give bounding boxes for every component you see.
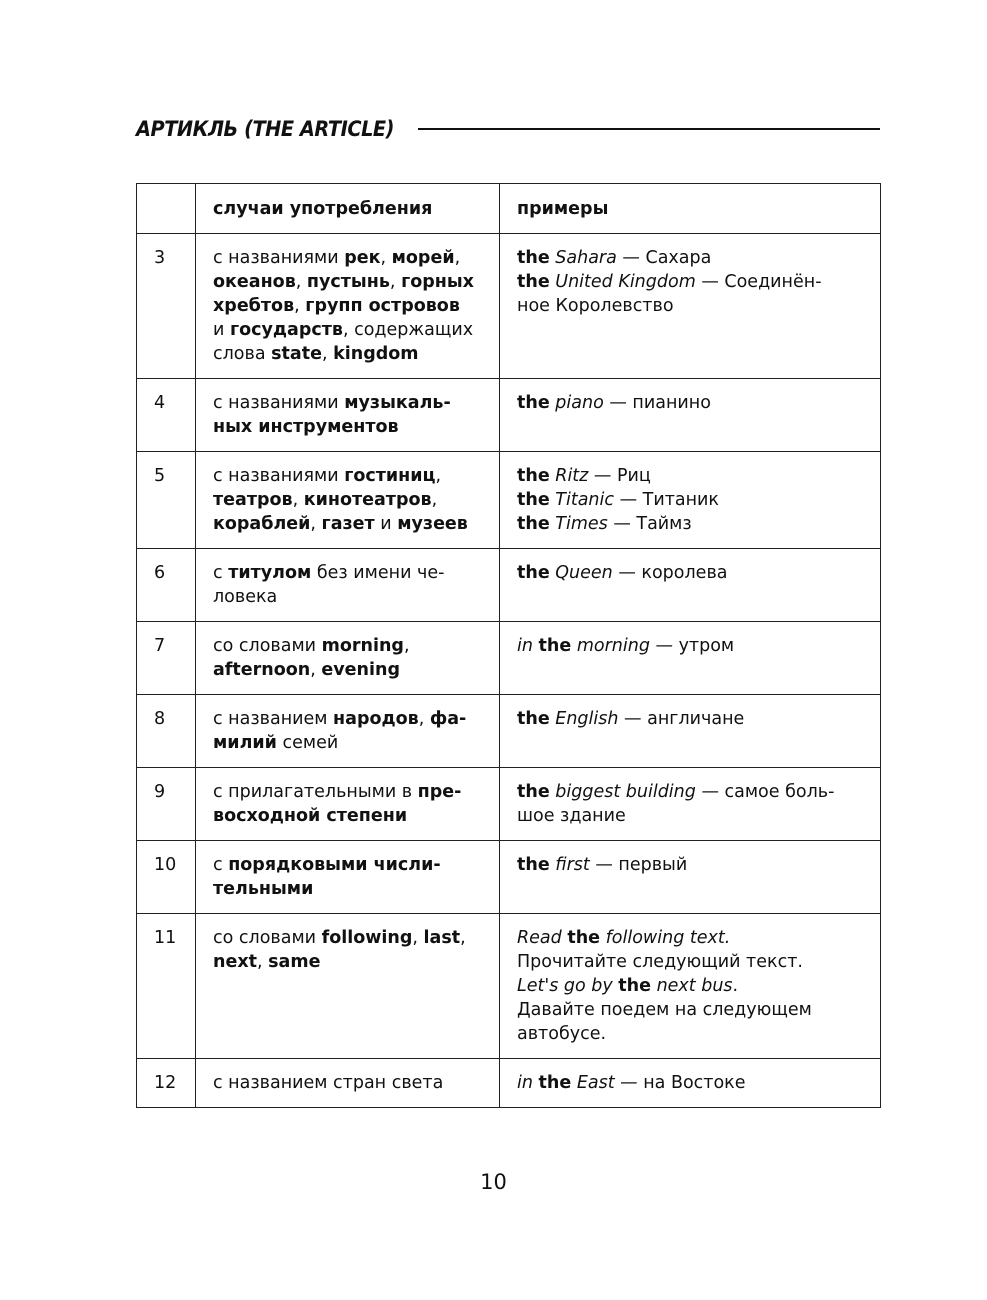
italic-term: following text. [605,928,731,948]
text-line [213,926,489,950]
bold-term: afternoon [213,660,311,680]
text-line [213,1071,489,1095]
text-line [517,707,870,731]
text-segment: — Таймз [607,514,692,534]
text-segment: со словами [213,928,322,948]
text-segment: с [213,563,229,583]
text-line [213,415,489,439]
text-segment: — на Востоке [614,1073,746,1093]
text-line [517,246,870,270]
bold-term: the [618,976,651,996]
text-line [213,780,489,804]
italic-term: English [555,709,619,729]
text-line [517,998,870,1022]
bold-term: народов [333,709,419,729]
usage-cell [196,234,500,379]
text-segment: ловека [213,587,278,607]
text-line [517,926,870,950]
text-segment: с названиями [213,466,345,486]
text-line [213,512,489,536]
text-segment: семей [276,733,339,753]
italic-term: morning [576,636,650,656]
usage-cell [196,622,500,695]
text-segment: , [454,248,461,268]
header-cell-usage: случаи употребления [196,184,500,234]
text-line [213,294,489,318]
text-segment: Прочитайте следующий текст. [517,952,803,972]
usage-cell [196,549,500,622]
text-line [213,342,489,366]
bold-term: the [517,514,550,534]
bold-term: kingdom [333,344,419,364]
bold-term: горных [401,272,474,292]
bold-term: following [321,928,413,948]
text-segment: слова [213,344,272,364]
bold-term: пре- [417,782,462,802]
bold-term: театров [213,490,293,510]
text-line [517,464,870,488]
examples-cell [500,841,881,914]
text-segment: с названиями [213,393,345,413]
examples-cell [500,234,881,379]
bold-term: the [517,855,550,875]
italic-term: Times [555,514,608,534]
bold-term: фа- [429,709,467,729]
text-segment: с прилагательными в [213,782,418,802]
bold-term: кораблей [213,514,311,534]
usage-cell [196,914,500,1059]
title-rule [418,128,880,130]
italic-term: piano [555,393,604,413]
bold-term: музыкаль- [344,393,451,413]
bold-term: last [423,928,461,948]
usage-cell [196,1059,500,1108]
table-header-row [137,184,881,234]
table-row [137,234,881,379]
italic-term: East [576,1073,615,1093]
row-number: 11 [137,914,196,1059]
text-line [213,634,489,658]
examples-cell [500,622,881,695]
bold-term: the [517,393,550,413]
text-line [517,1022,870,1046]
table-row [137,841,881,914]
text-segment: с названием стран света [213,1073,444,1093]
article-usage-table [136,183,881,1108]
text-segment: с [213,855,229,875]
bold-term: morning [321,636,404,656]
table-row [137,379,881,452]
italic-term: Sahara [555,248,617,268]
text-segment: , [292,490,304,510]
bold-term: милий [213,733,277,753]
text-segment: , [403,636,410,656]
text-segment: — утром [649,636,735,656]
text-segment: , [460,928,466,948]
bold-term: state [271,344,322,364]
italic-term: in [517,636,533,656]
row-number: 6 [137,549,196,622]
bold-term: групп островов [305,296,460,316]
row-number: 7 [137,622,196,695]
text-segment: — англичане [618,709,745,729]
text-segment: Давайте поедем на следующем [517,1000,812,1020]
text-line [517,1071,870,1095]
bold-term: the [517,563,550,583]
text-segment: без имени че- [311,563,445,583]
examples-cell [500,549,881,622]
bold-term: the [517,709,550,729]
text-segment: , [380,248,392,268]
text-line [213,246,489,270]
section-header [136,112,880,146]
section-title: АРТИКЛЬ (THE ARTICLE) [136,117,395,141]
text-line [517,780,870,804]
examples-cell [500,768,881,841]
italic-term: next bus [656,976,733,996]
row-number: 5 [137,452,196,549]
bold-term: the [567,928,601,948]
usage-cell [196,768,500,841]
text-segment: , [310,660,322,680]
table-row [137,1059,881,1108]
bold-term: the [538,1073,572,1093]
text-segment: , [295,272,307,292]
text-line [517,561,870,585]
text-segment: автобусе. [517,1024,607,1044]
usage-cell [196,841,500,914]
bold-term: музеев [397,514,468,534]
bold-term: the [517,490,550,510]
text-segment: — Соединён- [695,272,822,292]
bold-term: океанов [213,272,296,292]
text-segment: , [418,709,430,729]
text-line [517,974,870,998]
examples-cell [500,452,881,549]
text-line [213,707,489,731]
bold-term: the [517,272,550,292]
bold-term: same [268,952,321,972]
text-line [213,877,489,901]
text-line [517,853,870,877]
text-line [213,391,489,415]
text-segment: — первый [589,855,688,875]
text-segment: с названиями [213,248,345,268]
text-line [517,950,870,974]
text-line [517,270,870,294]
text-segment: — Сахара [616,248,712,268]
text-segment: с названием [213,709,334,729]
usage-cell [196,452,500,549]
bold-term: the [517,782,550,802]
bold-term: the [517,466,550,486]
italic-term: Queen [555,563,613,583]
table-row [137,452,881,549]
table-row [137,695,881,768]
text-segment: , содержащих [342,320,474,340]
examples-cell [500,695,881,768]
text-segment: , [435,466,442,486]
row-number: 10 [137,841,196,914]
text-segment: , [321,344,334,364]
bold-term: газет [321,514,375,534]
text-line [213,464,489,488]
italic-term: first [555,855,590,875]
text-segment: — самое боль- [695,782,835,802]
bold-term: хребтов [213,296,295,316]
text-line [213,270,489,294]
text-line [213,804,489,828]
row-number: 12 [137,1059,196,1108]
text-segment: , [389,272,402,292]
header-cell-number [137,184,196,234]
row-number: 3 [137,234,196,379]
bold-term: тельными [213,879,314,899]
bold-term: ных инструментов [213,417,399,437]
bold-term: титулом [228,563,312,583]
row-number: 8 [137,695,196,768]
bold-term: the [517,248,550,268]
row-number: 9 [137,768,196,841]
text-line [517,512,870,536]
text-line [517,488,870,512]
italic-term: Titanic [555,490,614,510]
text-line [213,585,489,609]
italic-term: United Kingdom [555,272,696,292]
italic-term: biggest building [555,782,696,802]
text-line [213,318,489,342]
text-segment: , [431,490,438,510]
page-number: 10 [480,1170,507,1194]
bold-term: гостиниц [344,466,436,486]
text-segment: — королева [612,563,728,583]
bold-term: the [538,636,572,656]
bold-term: пустынь [306,272,390,292]
examples-cell [500,914,881,1059]
text-segment: шое здание [517,806,626,826]
bold-term: next [213,952,257,972]
text-segment: , [256,952,269,972]
text-segment: — Титаник [614,490,719,510]
bold-term: государств [229,320,343,340]
text-segment: , [412,928,424,948]
table-row [137,622,881,695]
usage-cell [196,379,500,452]
examples-cell [500,1059,881,1108]
text-line [213,853,489,877]
text-segment: ное Королевство [517,296,674,316]
italic-term: in [517,1073,533,1093]
table-row [137,768,881,841]
italic-term: Let's go by [517,976,613,996]
bold-term: рек [344,248,381,268]
table-row [137,549,881,622]
text-line [213,950,489,974]
text-segment: и [213,320,230,340]
bold-term: порядковыми числи- [228,855,441,875]
text-segment: и [374,514,398,534]
text-segment: , [310,514,322,534]
text-line [517,804,870,828]
text-line [213,731,489,755]
text-line [213,561,489,585]
bold-term: восходной степени [213,806,408,826]
header-cell-examples: примеры [500,184,881,234]
bold-term: evening [321,660,400,680]
text-segment: . [732,976,739,996]
text-segment: со словами [213,636,322,656]
text-line [213,658,489,682]
text-line [517,294,870,318]
row-number: 4 [137,379,196,452]
text-line [213,488,489,512]
text-segment: , [294,296,306,316]
bold-term: морей [391,248,455,268]
text-segment: — Риц [588,466,651,486]
table-row [137,914,881,1059]
bold-term: кинотеатров [303,490,432,510]
examples-cell [500,379,881,452]
text-line [517,391,870,415]
italic-term: Read [517,928,562,948]
text-segment: — пианино [603,393,711,413]
italic-term: Ritz [555,466,589,486]
usage-cell [196,695,500,768]
text-line [517,634,870,658]
